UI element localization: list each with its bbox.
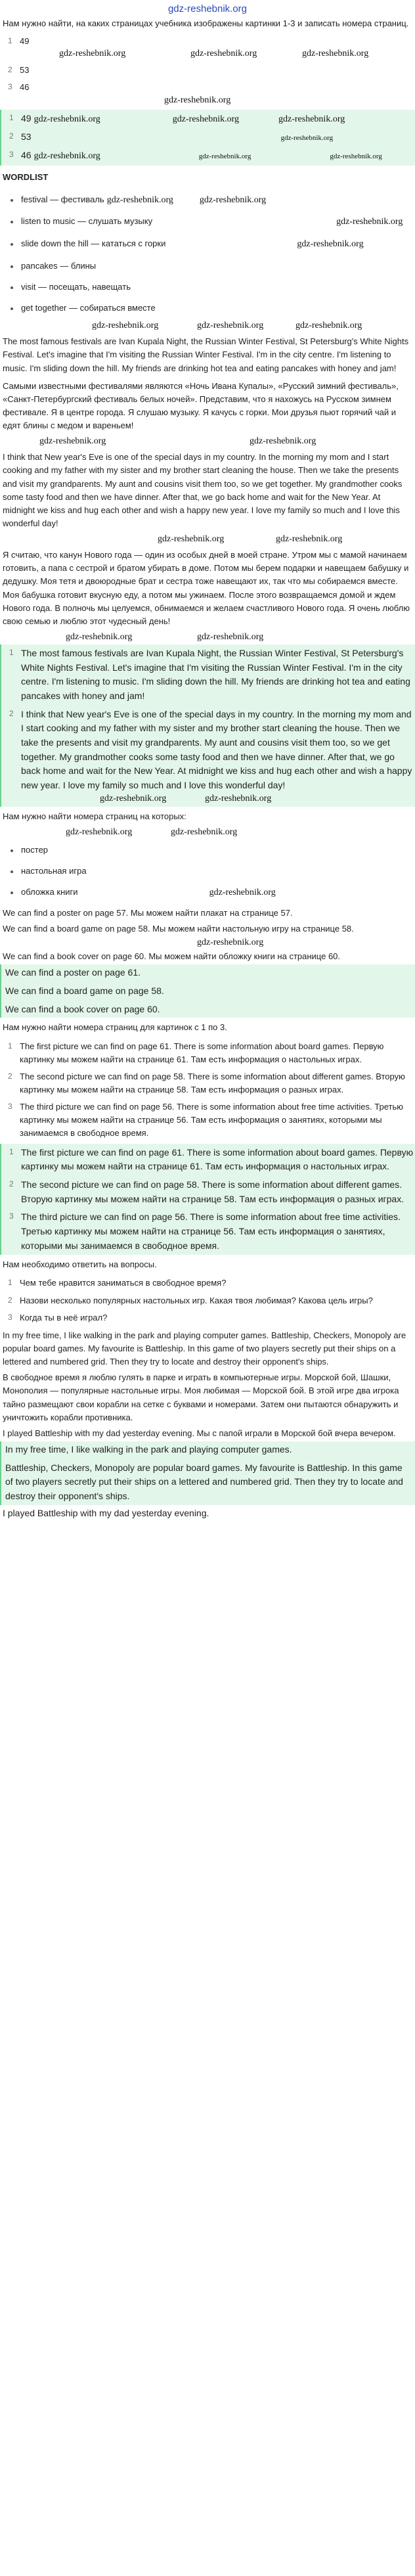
- text2-ru: Я считаю, что канун Нового года — один из особых дней в моей стране. Утром мы с мамой начинаем готовить, а папа с сестрой и братом убирать в доме. Потом мы берем подарки и навещаем бабушку и дедушку. Моя тетя и двоюродные брат и сестра тоже навещают их, так что мы собираемся вместе. Моя бабушка готовит вкусную еду, а потом мы ужинаем. После этого возвращаемся домой и ждем Нового года. В полночь мы целуемся, обнимаемся и желаем счастливого Нового года. Я очень люблю свою семью и люблю этот чудесный день!: [3, 550, 410, 626]
- list-item: pancakes — блины: [7, 256, 415, 277]
- watermark: gdz-reshebnik.org: [164, 95, 231, 105]
- task4-list: [0, 1038, 415, 1142]
- task5-list: [0, 1275, 415, 1326]
- text1-ru: Самыми известными фестивалями являются «Ночь Ивана Купалы», «Русский зимний фестиваль», «Санкт-Петербургский фестиваль белых ночей». Представим, что я нахожусь на Русском зимнем фестивале. Я в центре города. Я слушаю музыку. Я качусь с горки. Мои друзья пьют горячий чай и едят блины с медом и вареньем!: [3, 380, 399, 431]
- list-item: 1 The first picture we can find on page 61. There is some information about board games. Первую картинку мы можем найти на странице 61. Там есть информация о настольных играх.: [8, 1041, 384, 1064]
- task5-question: Нам необходимо ответить на вопросы.: [3, 1259, 157, 1270]
- list-item: 2 53: [8, 65, 30, 76]
- task3-line: We can find a book cover on page 60. Мы можем найти обложку книги на странице 60.: [3, 951, 341, 962]
- list-item: 1 Чем тебе нравится заниматься в свободное время?: [8, 1278, 227, 1288]
- list-item: slide down the hill — кататься с горки gdz-reshebnik.org: [7, 233, 415, 256]
- task3-question: Нам нужно найти номера страниц на которых:: [3, 811, 186, 821]
- watermark: gdz-reshebnik.org: [197, 938, 264, 948]
- text2-en: I think that New year's Eve is one of the special days in my country. In the morning my mom and I start cooking and my father with my sister and my brother start cleaning the house. Then we take the presents and visit my grandparents. My aunt and cousins visit them too, so we get together. My grandmother cooks some tasty food and then we have dinner. After that, we go back home and wait for the New Year. At midnight we kiss and hug each other and wish a happy new year. I love my family so much and I love this wonderful day!: [3, 452, 403, 528]
- list-item: listen to music — слушать музыку gdz-reshebnik.org: [7, 211, 415, 233]
- watermark: gdz-reshebnik.org: [278, 114, 345, 124]
- watermark: gdz-reshebnik.org: [209, 888, 276, 898]
- watermark: gdz-reshebnik.org: [66, 826, 133, 837]
- list-item: 1 49 gdz-reshebnik.org gdz-reshebnik.org gdz-reshebnik.org: [4, 33, 415, 62]
- task5-answer-played: I played Battleship with my dad yesterday evening.: [3, 1507, 209, 1518]
- list-item: обложка книги gdz-reshebnik.org: [7, 882, 415, 904]
- task1-question: Нам нужно найти, на каких страницах учебника изображены картинки 1-3 и записать номера страниц.: [3, 18, 409, 28]
- watermark: gdz-reshebnik.org: [172, 114, 240, 124]
- task3-list: [0, 840, 415, 904]
- watermark: gdz-reshebnik.org: [39, 436, 106, 447]
- watermark: gdz-reshebnik.org: [197, 321, 264, 331]
- list-item: 2 I think that New year's Eve is one of the special days in my country. In the morning my mom and I start cooking and my father with my sister and my brother start cleaning the house. Then we take the presents and visit my grandparents. My aunt and cousins visit them too, so we get together. My grandmother cooks some tasty food and then we have dinner. After that, we go back home and wait for the New Year. At midnight we kiss and hug each other and wish a happy new year. I love my family so much and I love this wonderful day! gdz-reshebnik.org gdz-reshebnik.org: [5, 706, 415, 807]
- list-item: 1 The first picture we can find on page 61. There is some information about board games. Первую картинку мы можем найти на странице 61. Там есть информация о настольных играх.: [9, 1146, 414, 1172]
- list-item: 2 The second picture we can find on page 58. There is some information about different games. Вторую картинку мы можем найти на странице 58. Там есть информация о разных играх.: [9, 1179, 404, 1204]
- watermark: gdz-reshebnik.org: [33, 150, 100, 161]
- watermark: gdz-reshebnik.org: [199, 194, 267, 205]
- list-item: настольная игра: [7, 861, 415, 882]
- watermark: gdz-reshebnik.org: [295, 321, 362, 331]
- watermark: gdz-reshebnik.org: [336, 217, 403, 227]
- texts-answer: [0, 644, 415, 807]
- watermark: gdz-reshebnik.org: [190, 49, 257, 59]
- watermark: gdz-reshebnik.org: [92, 321, 159, 331]
- watermark: gdz-reshebnik.org: [59, 49, 126, 59]
- list-item: 1 49 gdz-reshebnik.org gdz-reshebnik.org gdz-reshebnik.org: [5, 110, 415, 129]
- task3-answer: We can find a poster on page 61. We can find a board game on page 58. We can find a book cover on page 60.: [0, 964, 415, 1018]
- list-item: постер: [7, 840, 415, 861]
- list-item: 1 The most famous festivals are Ivan Kupala Night, the Russian Winter Festival, St Petersburg's White Nights Festival. Let's imagine that I'm visiting the Russian Winter Festival. I'm in the city centre. I'm listening to music. I'm sliding down the hill. My friends are drinking hot tea and eating pancakes with honey and jam!: [9, 647, 410, 701]
- site-title[interactable]: gdz-reshebnik.org: [167, 3, 248, 14]
- watermark: gdz-reshebnik.org: [158, 534, 225, 545]
- list-item: 3 46 gdz-reshebnik.org gdz-reshebnik.org gdz-reshebnik.org: [5, 147, 415, 166]
- watermark: gdz-reshebnik.org: [297, 239, 364, 250]
- task5-played: I played Battleship with my dad yesterday evening. Мы с папой играли в Морской бой вчера вечером.: [3, 1428, 396, 1438]
- wordlist-title: WORDLIST: [3, 171, 49, 182]
- list-item: festival — фестиваль gdz-reshebnik.org gdz-reshebnik.org: [7, 189, 415, 212]
- watermark: gdz-reshebnik.org: [198, 152, 251, 160]
- watermark: gdz-reshebnik.org: [66, 631, 133, 642]
- watermark: gdz-reshebnik.org: [302, 49, 369, 59]
- list-item: 3 The third picture we can find on page 56. There is some information about free time activities. Третью картинку мы можем найти на странице 56. Там есть информация о занятиях, которыми мы занимаемся в свободное время.: [9, 1211, 401, 1251]
- watermark: gdz-reshebnik.org: [197, 631, 264, 642]
- task5-answer: In my free time, I like walking in the park and playing computer games. Battleship, Checkers, Monopoly are popular board games. My favourite is Battleship. In this game of two players secretly put their ships on a lettered and numbered grid. Then they try to locate and destroy their opponent's ships.: [0, 1441, 415, 1505]
- task1-answer: [0, 110, 415, 166]
- list-item: visit — посещать, навещать: [7, 277, 415, 298]
- watermark: gdz-reshebnik.org: [250, 436, 317, 447]
- list-item: 3 Когда ты в неё играл?: [8, 1312, 108, 1322]
- list-item: get together — собираться вместе: [7, 298, 415, 319]
- list-item: 2 Назови несколько популярных настольных игр. Какая твоя любимая? Какова цель игры?: [8, 1295, 373, 1305]
- watermark: gdz-reshebnik.org: [106, 194, 173, 205]
- task4-answer: [0, 1144, 415, 1255]
- list-item: 3 46 gdz-reshebnik.org: [4, 79, 415, 108]
- watermark: gdz-reshebnik.org: [33, 114, 100, 124]
- task3-line: We can find a poster on page 57. Мы можем найти плакат на странице 57.: [3, 907, 293, 918]
- text1-en: The most famous festivals are Ivan Kupala Night, the Russian Winter Festival, St Petersburg's White Nights Festival. Let's imagine that I'm visiting the Russian Winter Festival. I'm in the city centre. I'm listening to music. I'm sliding down the hill. My friends are drinking hot tea and eating pancakes with honey and jam!: [3, 336, 409, 373]
- wordlist: [0, 189, 415, 319]
- list-item: 3 The third picture we can find on page 56. There is some information about free time activities. Третью картинку мы можем найти на странице 56. Там есть информация о занятиях, которыми мы занимаемся в свободное время.: [8, 1102, 403, 1139]
- watermark: gdz-reshebnik.org: [205, 793, 272, 803]
- task4-question: Нам нужно найти номера страниц для картинок с 1 по 3.: [3, 1022, 227, 1033]
- watermark: gdz-reshebnik.org: [171, 826, 238, 837]
- task3-line: We can find a board game on page 58. Мы можем найти настольную игру на странице 58.: [3, 924, 354, 934]
- watermark: gdz-reshebnik.org: [330, 152, 382, 160]
- watermark: gdz-reshebnik.org: [100, 793, 167, 803]
- list-item: 2 53 gdz-reshebnik.org: [5, 128, 415, 147]
- watermark: gdz-reshebnik.org: [280, 134, 334, 143]
- task5-text-en: In my free time, I like walking in the park and playing computer games. Battleship, Checkers, Monopoly are popular board games. My favourite is Battleship. In this game of two players secretly put their ships on a lettered and numbered grid. Then they try to locate and destroy their opponent's ships.: [3, 1330, 406, 1367]
- list-item: 2 The second picture we can find on page 58. There is some information about different games. Вторую картинку мы можем найти на странице 58. Там есть информация о разных играх.: [8, 1071, 405, 1095]
- task1-list: [0, 33, 415, 108]
- watermark: gdz-reshebnik.org: [276, 534, 343, 545]
- task5-text-ru: В свободное время я люблю гулять в парке и играть в компьютерные игры. Морской бой, Шашки, Монополия — популярные настольные игры. Моя любимая — Морской бой. В этой игре два игрока тайно размещают свои корабли на сетке с буквами и номерами. Затем они пытаются обнаружить и уничтожить корабли противника.: [3, 1372, 399, 1422]
